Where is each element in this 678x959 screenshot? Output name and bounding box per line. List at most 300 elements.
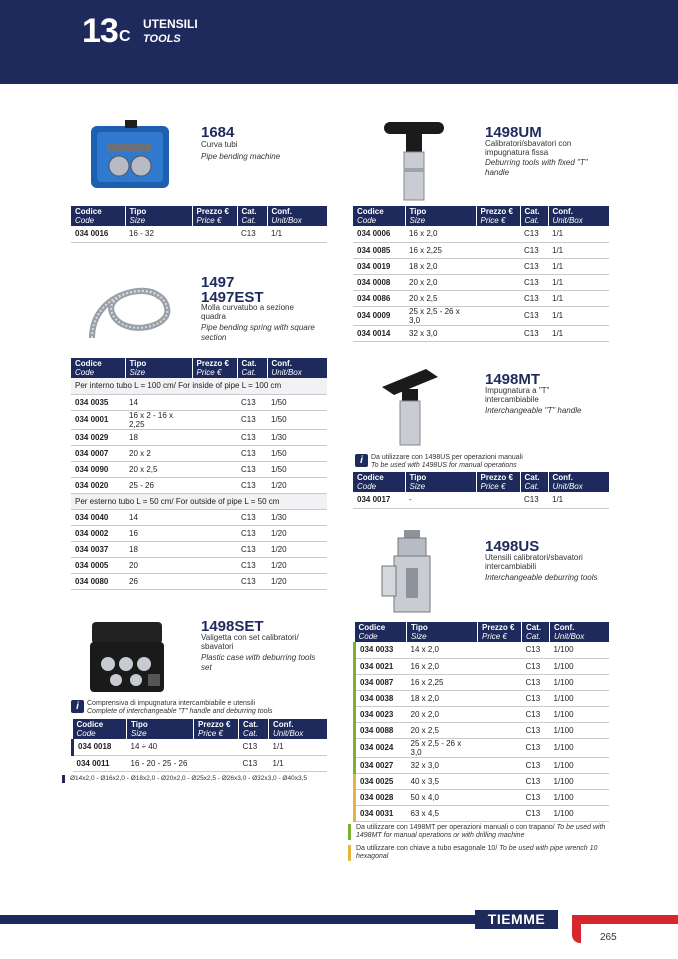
section-number: 13 [82,12,118,50]
table-row [355,722,610,738]
table-row [71,461,327,477]
col-box: Conf. [271,207,292,216]
cell-cat: C13 [522,690,550,706]
cell-box: 1/100 [550,773,610,789]
table-1498us [353,622,609,822]
col-price-en: Price € [196,368,222,377]
table-note-row [71,493,327,509]
cell-code: 034 0001 [71,410,125,429]
product-desc-it-1498set: Valigetta con set calibratori/ sbavatori [201,633,299,651]
note-green-it: Da utilizzare con 1498MT per operazioni manuali o con trapano/ [356,824,555,831]
table-row [353,290,609,306]
cell-code: 034 0018 [73,739,127,755]
col-size-en: Size [129,368,146,377]
footer-accent-hook [572,915,581,943]
cell-size: 16 - 20 - 25 - 26 [127,755,194,771]
cell-code: 034 0021 [355,658,407,674]
cell-size: 50 x 4,0 [407,789,478,805]
table-row [71,394,327,410]
cell-code: 034 0024 [355,738,407,757]
col-cat-en: Cat. [241,368,257,377]
cell-code: 034 0020 [71,477,125,493]
note-yellow [348,845,608,861]
footer-accent [580,915,678,924]
cell-size: 14 ÷ 40 [127,739,194,755]
cell-code: 034 0002 [71,525,125,541]
col-size: Tipo [129,359,147,368]
product-desc-en-1497: Pipe bending spring with square section [201,323,315,342]
cell-cat: C13 [520,306,548,325]
col-cat: Cat. [243,720,259,729]
col-box: Conf. [552,207,573,216]
cell-price [192,541,237,557]
product-desc-en-1498um: Deburring tools with fixed "T" handle [485,158,588,177]
col-price-en: Price € [480,216,506,225]
note-green-en: To be used with 1498MT for manual operations or with drilling machine [356,824,606,839]
col-box-en: Unit/Box [552,216,583,225]
cell-price [478,789,522,805]
cell-price [476,492,520,508]
col-box-en: Unit/Box [273,729,304,738]
cell-box: 1/50 [267,394,327,410]
col-size-en: Size [409,482,426,491]
col-cat-en: Cat. [524,216,540,225]
cell-code: 034 0033 [355,642,407,658]
cell-price [476,306,520,325]
table-row [71,226,327,242]
cell-size: 25 x 2,5 - 26 x 3,0 [407,738,478,757]
col-code-en: Code [75,368,95,377]
cell-code: 034 0025 [355,773,407,789]
col-box-en: Unit/Box [271,216,302,225]
col-price: Prezzo € [196,207,229,216]
cell-price [478,805,522,821]
cell-size: 20 x 2 [125,445,192,461]
cell-cat: C13 [522,773,550,789]
table-row [71,557,327,573]
col-code-en: Code [76,729,96,738]
cell-size: 18 x 2,0 [405,258,476,274]
col-size: Tipo [129,207,147,216]
col-box-en: Unit/Box [552,482,583,491]
info-text-it: Da utilizzare con 1498US per operazioni manuali [371,454,523,461]
cell-box: 1/100 [550,706,610,722]
table-row [355,706,610,722]
col-price: Prezzo € [196,359,229,368]
note-green [348,824,608,840]
cell-price [476,258,520,274]
cell-size: 16 x 2 - 16 x 2,25 [125,410,192,429]
table-row [353,258,609,274]
cell-size: 20 [125,557,192,573]
cell-price [192,477,237,493]
cell-size: 16 x 2,0 [407,658,478,674]
cell-code: 034 0090 [71,461,125,477]
col-code: Codice [358,623,386,632]
bending-spring-image [82,268,178,350]
product-desc-it-1498us: Utensili calibratori/sbavatori intercambiabili [485,553,583,571]
cell-box: 1/100 [550,690,610,706]
cell-box: 1/1 [548,325,609,341]
section-title: UTENSILI [143,17,198,31]
cell-size: 14 x 2,0 [407,642,478,658]
cell-cat: C13 [237,509,267,525]
col-cat-en: Cat. [524,482,540,491]
cell-box: 1/1 [267,226,327,242]
cell-box: 1/50 [267,461,327,477]
col-code: Codice [76,720,104,729]
cell-cat: C13 [522,722,550,738]
col-size: Tipo [409,207,427,216]
col-box: Conf. [552,473,573,482]
cell-cat: C13 [237,525,267,541]
t-handle-image [378,365,446,449]
note-outside-pipe: Per esterno tubo L = 50 cm/ For outside of pipe L = 50 cm [71,493,327,509]
info-text-en: Complete of interchangeable "T" handle and deburring tools [87,708,273,715]
table-row [353,306,609,325]
cell-price [476,242,520,258]
cell-cat: C13 [237,445,267,461]
info-text-it: Comprensiva di impugnatura intercambiabile e utensili [87,700,256,707]
cell-cat: C13 [239,739,269,755]
col-size: Tipo [411,623,428,632]
cell-code: 034 0035 [71,394,125,410]
col-code: Codice [75,207,102,216]
table-row [353,325,609,341]
cell-price [192,226,237,242]
cell-size: 14 [125,509,192,525]
cell-size: 20 x 2,5 [405,290,476,306]
table-row [71,429,327,445]
cell-price [476,226,520,242]
cell-box: 1/30 [267,509,327,525]
cell-price [478,706,522,722]
product-code-1497: 1497 [201,274,235,291]
col-price-en: Price € [196,216,222,225]
cell-code: 034 0029 [71,429,125,445]
table-row [71,573,327,589]
cell-box: 1/50 [267,410,327,429]
cell-box: 1/30 [267,429,327,445]
cell-code: 034 0017 [353,492,405,508]
cell-cat: C13 [520,242,548,258]
info-text-en: To be used with 1498US for manual operations [371,462,517,469]
col-price-en: Price € [198,729,223,738]
cell-code: 034 0014 [353,325,405,341]
cell-cat: C13 [237,477,267,493]
cell-price [192,410,237,429]
cell-box: 1/20 [267,573,327,589]
col-box: Conf. [554,623,575,632]
table-row [355,674,610,690]
col-cat-en: Cat. [241,216,257,225]
cell-cat: C13 [522,805,550,821]
cell-size: 40 x 3,5 [407,773,478,789]
table-row [71,525,327,541]
cell-cat: C13 [237,541,267,557]
table-row [71,477,327,493]
cell-price [192,573,237,589]
table-row [71,410,327,429]
cell-cat: C13 [520,325,548,341]
cell-code: 034 0027 [355,757,407,773]
product-desc-it-1497: Molla curvatubo a sezione quadra [201,303,294,321]
cell-cat: C13 [520,226,548,242]
table-row [73,739,328,755]
cell-box: 1/50 [267,445,327,461]
table-row [71,509,327,525]
cell-size: 20 x 2,0 [407,706,478,722]
col-cat: Cat. [241,359,257,368]
col-price: Prezzo € [198,720,231,729]
cell-price [478,722,522,738]
cell-box: 1/1 [548,492,609,508]
cell-price [476,325,520,341]
cell-box: 1/100 [550,805,610,821]
cell-price [476,274,520,290]
cell-price [194,739,239,755]
product-code-1684: 1684 [201,124,235,141]
col-code: Codice [357,473,384,482]
section-subtitle: TOOLS [143,33,181,45]
cell-cat: C13 [237,429,267,445]
cell-box: 1/20 [267,557,327,573]
product-code-1498mt: 1498MT [485,371,541,388]
cell-code: 034 0028 [355,789,407,805]
col-box-en: Unit/Box [554,632,585,641]
product-desc-it-1498mt: Impugnatura a "T" intercambiabile [485,386,550,404]
cell-size: 25 - 26 [125,477,192,493]
cell-code: 034 0085 [353,242,405,258]
cell-price [478,757,522,773]
product-code-1498um: 1498UM [485,124,542,141]
cell-cat: C13 [237,394,267,410]
col-size: Tipo [131,720,148,729]
col-size-en: Size [411,632,427,641]
col-price: Prezzo € [482,623,515,632]
cell-code: 034 0009 [353,306,405,325]
cell-code: 034 0023 [355,706,407,722]
table-row [353,274,609,290]
cell-price [478,674,522,690]
deburring-case-image [86,612,172,698]
col-cat: Cat. [524,207,540,216]
cell-box: 1/1 [548,258,609,274]
cell-code: 034 0038 [355,690,407,706]
cell-cat: C13 [520,492,548,508]
cell-cat: C13 [522,674,550,690]
interchangeable-deburring-tool-image [380,528,450,618]
cell-size: 63 x 4,5 [407,805,478,821]
cell-price [192,525,237,541]
table-1684 [71,206,327,243]
table-row [71,445,327,461]
table-row [355,773,610,789]
cell-cat: C13 [522,757,550,773]
cell-code: 034 0031 [355,805,407,821]
col-code-en: Code [358,632,378,641]
col-box-en: Unit/Box [271,368,302,377]
cell-cat: C13 [522,738,550,757]
table-row [355,805,610,821]
cell-code: 034 0007 [71,445,125,461]
col-price-en: Price € [480,482,506,491]
cell-size: 18 x 2,0 [407,690,478,706]
cell-cat: C13 [520,290,548,306]
cell-price [478,658,522,674]
table-row [355,658,610,674]
cell-cat: C13 [237,410,267,429]
cell-size: 16 x 2,25 [407,674,478,690]
table-row [355,690,610,706]
cell-price [192,557,237,573]
table-1498um [353,206,609,342]
col-cat: Cat. [526,623,542,632]
col-code: Codice [75,359,102,368]
product-code-1497est: 1497EST [201,289,264,306]
cell-cat: C13 [520,258,548,274]
cell-price [192,509,237,525]
cell-code: 034 0016 [71,226,125,242]
cell-box: 1/100 [550,757,610,773]
info-note-1498set [71,700,327,716]
table-1497 [71,358,327,590]
cell-code: 034 0037 [71,541,125,557]
cell-cat: C13 [522,706,550,722]
col-price: Prezzo € [480,207,513,216]
cell-size: 14 [125,394,192,410]
cell-box: 1/100 [550,722,610,738]
cell-cat: C13 [522,789,550,805]
cell-box: 1/1 [548,226,609,242]
col-code: Codice [357,207,384,216]
col-cat: Cat. [241,207,257,216]
cell-code: 034 0006 [353,226,405,242]
table-row [71,541,327,557]
note-yellow-en: To be used with pipe wrench 10 hexagonal [356,845,598,860]
col-cat-en: Cat. [526,632,541,641]
page-header [0,0,678,84]
cell-size: 32 x 3,0 [407,757,478,773]
product-desc-en-1498set: Plastic case with deburring tools set [201,653,316,672]
product-desc-it-1498um: Calibratori/sbavatori con impugnatura fissa [485,139,572,157]
brand-logo: TIEMME [475,910,558,929]
cell-cat: C13 [520,274,548,290]
table-row [353,492,609,508]
cell-box: 1/100 [550,642,610,658]
col-size: Tipo [409,473,427,482]
table-row [353,226,609,242]
col-size-en: Size [409,216,426,225]
col-code-en: Code [75,216,95,225]
footer-bar [0,915,475,924]
cell-box: 1/1 [548,306,609,325]
cell-size: 16 x 2,0 [405,226,476,242]
cell-price [192,429,237,445]
note-yellow-it: Da utilizzare con chiave a tubo esagonale 10/ [356,845,498,852]
cell-box: 1/100 [550,789,610,805]
page-number: 265 [600,932,617,943]
product-desc-it-1684: Curva tubi [201,140,238,149]
cell-box: 1/1 [548,290,609,306]
cell-box: 1/20 [267,541,327,557]
product-desc-en-1498us: Interchangeable deburring tools [485,573,598,582]
cell-code: 034 0019 [353,258,405,274]
cell-box: 1/20 [267,525,327,541]
table-row [355,757,610,773]
product-desc-en-1684: Pipe bending machine [201,152,281,161]
cell-code: 034 0011 [73,755,127,771]
cell-size: 26 [125,573,192,589]
cell-cat: C13 [237,557,267,573]
info-icon: i [71,700,84,713]
col-price: Prezzo € [480,473,513,482]
cell-price [476,290,520,306]
cell-code: 034 0040 [71,509,125,525]
cell-cat: C13 [237,226,267,242]
cell-cat: C13 [237,573,267,589]
cell-code: 034 0088 [355,722,407,738]
cell-box: 1/1 [269,755,328,771]
cell-price [192,445,237,461]
table-row [355,738,610,757]
cell-box: 1/1 [548,242,609,258]
table-1498mt [353,472,609,509]
cell-price [478,642,522,658]
cell-box: 1/1 [269,739,328,755]
cell-size: 16 - 32 [125,226,192,242]
cell-cat: C13 [522,642,550,658]
cell-cat: C13 [522,658,550,674]
section-letter: C [119,28,131,45]
cell-price [478,773,522,789]
table-row [353,242,609,258]
col-box: Conf. [273,720,294,729]
col-price-en: Price € [482,632,507,641]
cell-cat: C13 [237,461,267,477]
deburring-tool-fixed-handle-image [380,118,448,204]
col-code-en: Code [357,216,377,225]
table-row [73,755,328,771]
product-desc-en-1498mt: Interchangeable "T" handle [485,406,582,415]
cell-code: 034 0008 [353,274,405,290]
cell-size: 20 x 2,5 [125,461,192,477]
pipe-bending-machine-image [85,118,175,198]
cell-box: 1/20 [267,477,327,493]
col-size-en: Size [129,216,146,225]
cell-size: 18 [125,541,192,557]
product-code-1498us: 1498US [485,538,540,555]
cell-code: 034 0086 [353,290,405,306]
cell-price [194,755,239,771]
table-row [355,789,610,805]
cell-size: 16 x 2,25 [405,242,476,258]
col-box: Conf. [271,359,292,368]
cell-price [192,394,237,410]
cell-cat: C13 [239,755,269,771]
table-note-row [71,378,327,394]
cell-size: 20 x 2,0 [405,274,476,290]
set-sizes-note: Ø14x2,0 - Ø16x2,0 - Ø18x2,0 - Ø20x2,0 - Ø25x2,5 - Ø26x3,0 - Ø32x3,0 - Ø40x3,5 [62,775,332,783]
cell-price [478,738,522,757]
cell-box: 1/100 [550,658,610,674]
note-inside-pipe: Per interno tubo L = 100 cm/ For inside of pipe L = 100 cm [71,378,327,394]
cell-code: 034 0080 [71,573,125,589]
table-1498set [71,719,327,772]
table-row [355,642,610,658]
cell-box: 1/100 [550,674,610,690]
col-cat-en: Cat. [243,729,258,738]
